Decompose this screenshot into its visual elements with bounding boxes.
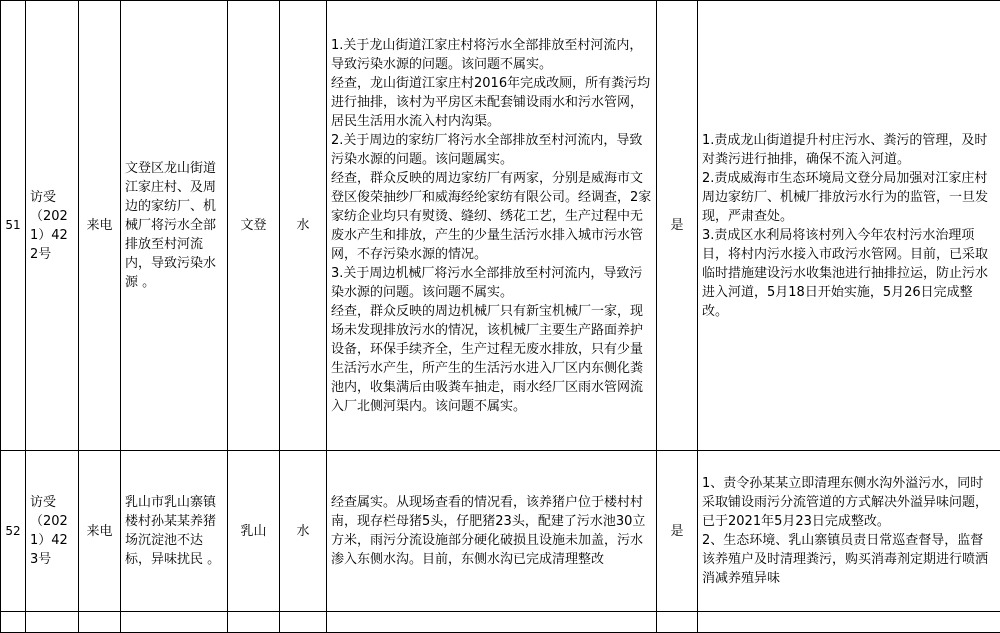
finding-paragraph: 1.关于龙山街道江家庄村将污水全部排放至村河流内，导致污染水源的问题。该问题不属实。 [331, 36, 652, 74]
source-channel: 来电 [79, 451, 121, 612]
table-row-partial [1, 612, 1000, 633]
verified-flag: 是 [657, 451, 698, 612]
finding-paragraph: 经查属实。从现场查看的情况看，该养猪户位于楼村村南，现存栏母猪5头，仔肥猪23头，配建了污水池30立方米，雨污分流设施部分硬化破损且设施未加盖，污水渗入东侧水沟。目前，东侧水沟已完成清理整改 [331, 493, 652, 569]
row-number: 51 [1, 1, 26, 451]
empty-cell [698, 612, 1000, 633]
verified-flag: 是 [657, 1, 698, 451]
empty-cell [280, 612, 327, 633]
action-paragraph: 2.责成威海市生态环境局文登分局加强对江家庄村周边家纺厂、机械厂排放污水行为的监管，一旦发现，严肃查处。 [702, 169, 996, 226]
table-row [1, 1, 1000, 451]
table-row [1, 451, 1000, 612]
empty-cell [79, 612, 121, 633]
action-paragraph: 2、生态环境、乳山寨镇员责日常巡查督导，监督该养殖户及时清理粪污，购买消毒剂定期进行喷洒消减养殖异味 [702, 531, 996, 588]
empty-cell [327, 612, 657, 633]
finding-paragraph: 经查，群众反映的周边家纺厂有两家，分别是威海市文登区俊荣抽纱厂和威海经纶家纺有限公司。经调查，2家家纺企业均只有熨烫、缝纫、绣花工艺，生产过程中无废水产生和排放，产生的少量生活污水排入城市污水管网，不存污染水源的情况。 [331, 169, 652, 264]
action-paragraph: 1.责成龙山街道提升村庄污水、粪污的管理，及时对粪污进行抽排，确保不流入河道。 [702, 131, 996, 169]
pollution-category: 水 [280, 1, 327, 451]
rectification-actions [698, 1, 1000, 451]
empty-cell [657, 612, 698, 633]
row-number: 52 [1, 451, 26, 612]
action-paragraph: 1、责令孙某某立即清理东侧水沟外溢污水，同时采取铺设雨污分流管道的方式解决外溢异味问题，已于2021年5月23日完成整改。 [702, 474, 996, 531]
complaint-content: 文登区龙山街道江家庄村、及周边的家纺厂、机械厂将污水全部排放至村河流内，导致污染水源 。 [121, 1, 228, 451]
finding-paragraph: 2.关于周边的家纺厂将污水全部排放至村河流内，导致污染水源的问题。该问题属实。 [331, 131, 652, 169]
rectification-actions [698, 451, 1000, 612]
empty-cell [121, 612, 228, 633]
empty-cell [1, 612, 26, 633]
action-paragraph: 3.责成区水利局将该村列入今年农村污水治理项目，将村内污水接入市政污水管网。目前，已采取临时措施建设污水收集池进行抽排拉运，防止污水进入河道，5月18日开始实施，5月26日完成整改。 [702, 226, 996, 321]
pollution-category: 水 [280, 451, 327, 612]
case-id: 访受（2021）423号 [26, 451, 79, 612]
investigation-findings [327, 1, 657, 451]
district: 乳山 [228, 451, 280, 612]
investigation-findings [327, 451, 657, 612]
source-channel: 来电 [79, 1, 121, 451]
empty-cell [228, 612, 280, 633]
finding-paragraph: 经查，群众反映的周边机械厂只有新宝机械厂一家，现场未发现排放污水的情况，该机械厂主要生产路面养护设备，环保手续齐全，生产过程无废水排放，只有少量生活污水产生，所产生的生活污水进入厂区内东侧化粪池内，收集满后由吸粪车抽走，雨水经厂区雨水管网流入厂北侧河渠内。该问题不属实。 [331, 302, 652, 416]
empty-cell [26, 612, 79, 633]
finding-paragraph: 经查，龙山街道江家庄村2016年完成改厕，所有粪污均进行抽排，该村为平房区未配套铺设雨水和污水管网，居民生活用水流入村内沟渠。 [331, 74, 652, 131]
case-id: 访受（2021）422号 [26, 1, 79, 451]
district: 文登 [228, 1, 280, 451]
complaint-content: 乳山市乳山寨镇楼村孙某某养猪场沉淀池不达标，异味扰民 。 [121, 451, 228, 612]
finding-paragraph: 3.关于周边机械厂将污水全部排放至村河流内，导致污染水源的问题。该问题不属实。 [331, 264, 652, 302]
